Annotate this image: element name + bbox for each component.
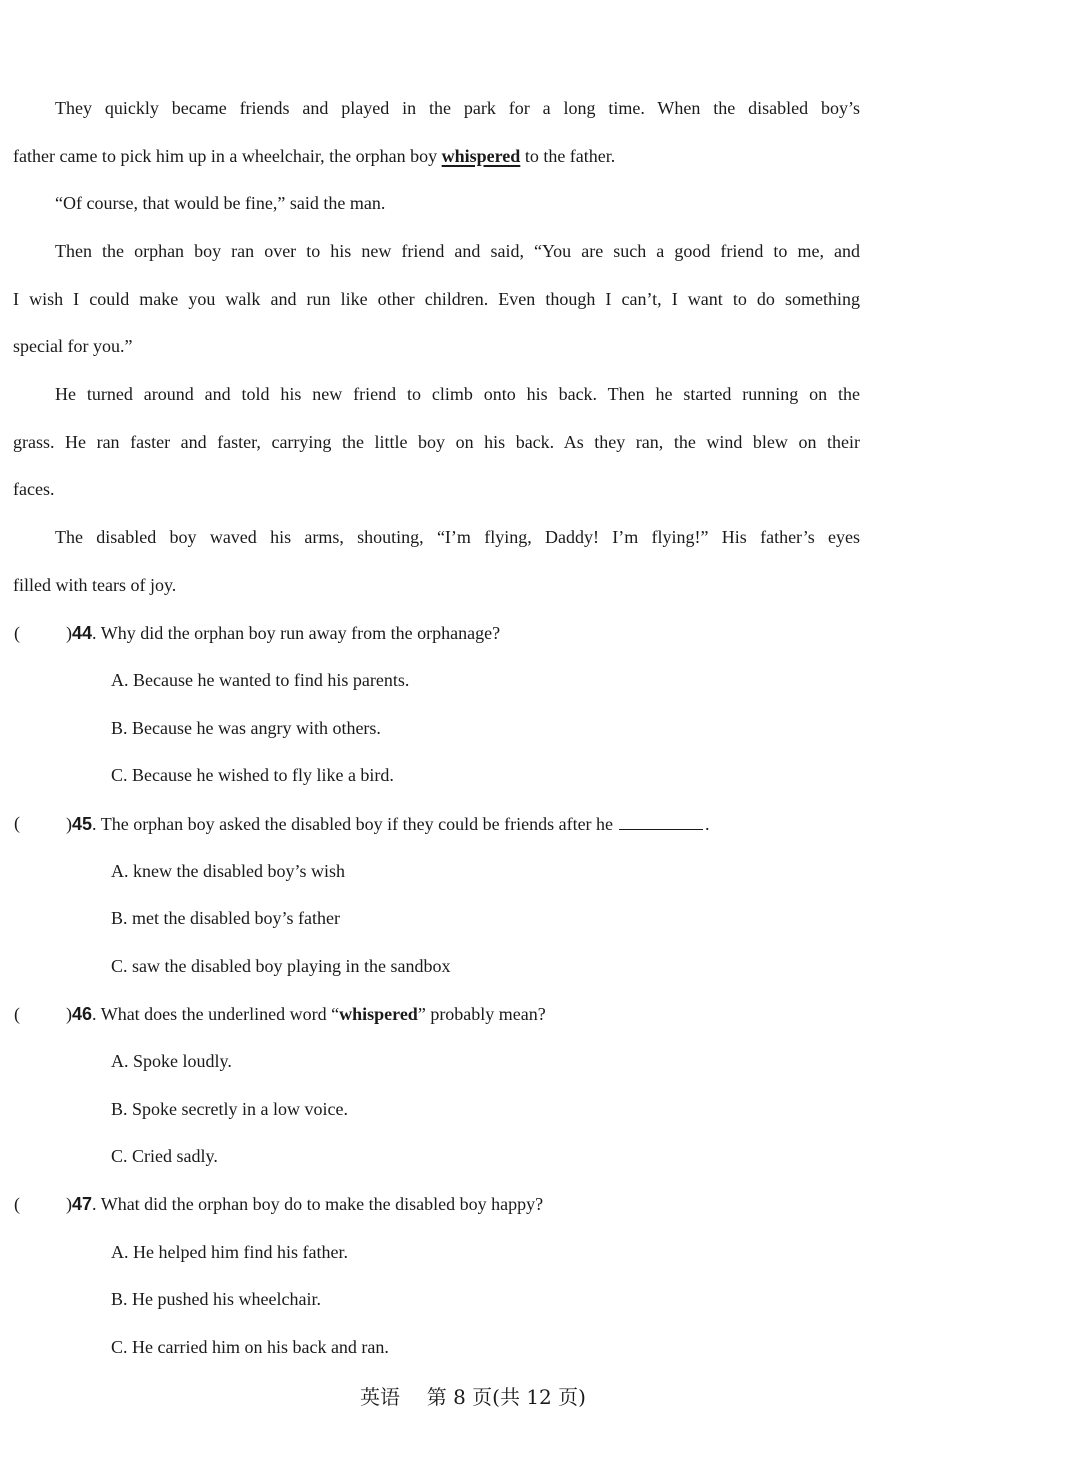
passage-line: They quickly became friends and played in the park for a long time. When the disabled boy’s: [55, 98, 860, 118]
passage-text: to the father.: [524, 146, 616, 166]
option-b: B. met the disabled boy’s father: [111, 908, 340, 928]
question-text: . What did the orphan boy do to make the disabled boy happy?: [92, 1194, 544, 1214]
passage-line: I wish I could make you walk and run like other children. Even though I can’t, I want to do something: [13, 289, 860, 309]
passage-text: father came to pick him up in a wheelchair, the orphan boy: [13, 146, 438, 166]
passage-line: grass. He ran faster and faster, carrying the little boy on his back. As they ran, the wind blew on their: [13, 432, 860, 452]
underlined-word: whispered: [441, 146, 521, 166]
passage-line: “Of course, that would be fine,” said the man.: [55, 193, 386, 213]
question-text-end: ” probably mean?: [417, 1004, 546, 1024]
option-c: C. He carried him on his back and ran.: [111, 1337, 389, 1357]
question-text: . What does the underlined word “: [92, 1004, 340, 1024]
answer-paren-close: ): [66, 1194, 72, 1214]
fill-in-blank: [619, 811, 703, 830]
option-a: A. knew the disabled boy’s wish: [111, 861, 345, 881]
passage-line: special for you.”: [13, 336, 133, 356]
option-c: C. Because he wished to fly like a bird.: [111, 765, 394, 785]
passage-line: [13, 144, 615, 168]
option-b: B. Spoke secretly in a low voice.: [111, 1099, 348, 1119]
answer-paren-close: ): [66, 1004, 72, 1024]
passage-line: faces.: [13, 479, 55, 499]
option-a: A. Spoke loudly.: [111, 1051, 232, 1071]
passage-line: The disabled boy waved his arms, shouting, “I’m flying, Daddy! I’m flying!” His father’s eyes: [55, 527, 860, 547]
question-number: 47: [72, 1194, 93, 1214]
question-stem: [66, 811, 710, 836]
question-text-end: .: [705, 814, 710, 834]
answer-paren-close: ): [66, 623, 72, 643]
answer-paren-open: (: [14, 813, 20, 833]
question-text: . Why did the orphan boy run away from the orphanage?: [92, 623, 501, 643]
question-text: . The orphan boy asked the disabled boy if they could be friends after he: [92, 814, 614, 834]
passage-line: He turned around and told his new friend to climb onto his back. Then he started running on the: [55, 384, 860, 404]
question-stem: [66, 621, 500, 645]
answer-paren-close: ): [66, 814, 72, 834]
passage-line: filled with tears of joy.: [13, 575, 177, 595]
question-number: 45: [72, 814, 93, 834]
option-b: B. He pushed his wheelchair.: [111, 1289, 321, 1309]
answer-paren-open: (: [14, 1004, 20, 1024]
page-footer: [360, 1384, 586, 1410]
quoted-word: whispered: [339, 1004, 418, 1024]
footer-page-number: 第 8 页(共 12 页): [426, 1385, 586, 1409]
question-stem: [66, 1002, 546, 1026]
answer-paren-open: (: [14, 1194, 20, 1214]
answer-paren-open: (: [14, 623, 20, 643]
option-c: C. saw the disabled boy playing in the sandbox: [111, 956, 451, 976]
footer-subject: 英语: [360, 1385, 400, 1409]
passage-line: Then the orphan boy ran over to his new friend and said, “You are such a good friend to me, and: [55, 241, 860, 261]
question-stem: [66, 1192, 543, 1216]
option-c: C. Cried sadly.: [111, 1146, 218, 1166]
question-number: 46: [72, 1004, 93, 1024]
option-a: A. He helped him find his father.: [111, 1242, 348, 1262]
option-b: B. Because he was angry with others.: [111, 718, 381, 738]
option-a: A. Because he wanted to find his parents.: [111, 670, 410, 690]
question-number: 44: [72, 623, 93, 643]
